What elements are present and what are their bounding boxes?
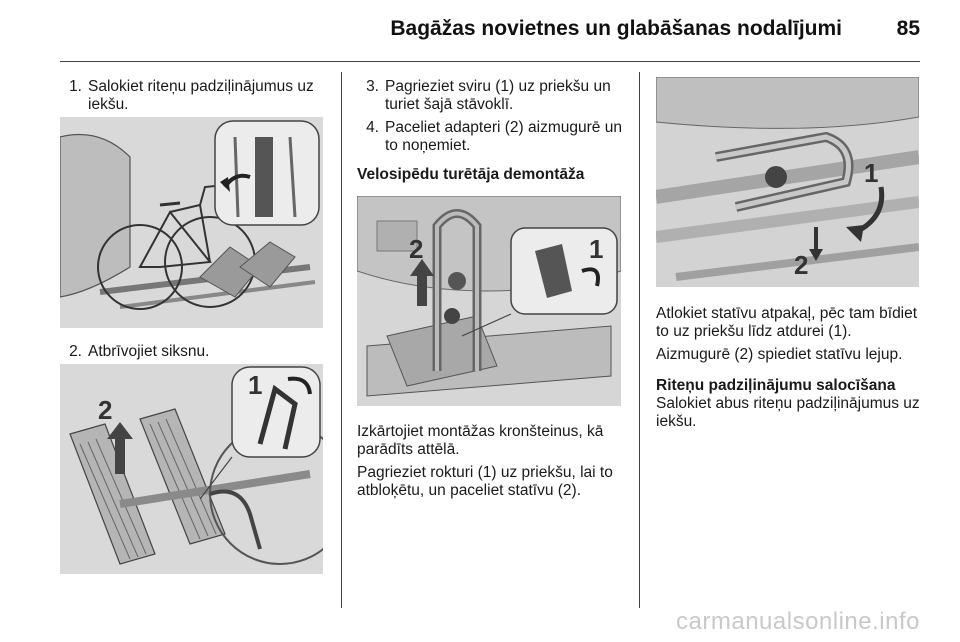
step-3 xyxy=(357,78,625,114)
step-text: Salokiet riteņu padziļinājumus uz iekšu. xyxy=(88,78,314,113)
step-number: 1. xyxy=(69,78,82,95)
step-text: Paceliet adapteri (2) aizmugurē un to noņemiet. xyxy=(385,119,622,154)
paragraph: Atlokiet statīvu atpakaļ, pēc tam bīdiet to uz priekšu līdz atdurei (1). xyxy=(656,305,918,340)
paragraph: Izkārtojiet montāžas kronšteinus, kā parādīts attēlā. xyxy=(357,423,604,458)
step-number: 4. xyxy=(366,119,379,136)
carrier-fold-illustration xyxy=(656,77,919,287)
step-4 xyxy=(357,119,625,155)
step-number: 2. xyxy=(69,343,82,360)
step-text: Atbrīvojiet siksnu. xyxy=(88,343,210,360)
callout-2: 2 xyxy=(794,250,809,280)
page-title: Bagāžas novietnes un glabāšanas nodalījumi xyxy=(390,17,842,40)
callout-1: 1 xyxy=(864,158,879,188)
step-2 xyxy=(60,343,328,361)
column-divider xyxy=(341,72,342,608)
section-heading: Riteņu padziļinājumu salocīšana xyxy=(656,377,896,394)
watermark: carmanualsonline.info xyxy=(676,608,920,635)
strap-release-illustration xyxy=(60,364,323,574)
bike-carrier-illustration xyxy=(60,117,323,328)
callout-2: 2 xyxy=(98,395,113,425)
header-rule xyxy=(60,61,920,62)
callout-1: 1 xyxy=(589,234,604,264)
column-divider xyxy=(639,72,640,608)
step-1 xyxy=(60,78,328,114)
step-number: 3. xyxy=(366,78,379,95)
paragraph: Salokiet abus riteņu padziļinājumus uz iekšu. xyxy=(656,395,920,430)
paragraph: Aizmugurē (2) spiediet statīvu lejup. xyxy=(656,346,903,363)
callout-2: 2 xyxy=(409,234,424,264)
paragraph: Pagrieziet rokturi (1) uz priekšu, lai to atbloķētu, un paceliet statīvu (2). xyxy=(357,464,613,499)
section-heading: Velosipēdu turētāja demontāža xyxy=(357,166,585,183)
callout-1: 1 xyxy=(248,370,263,400)
step-text: Pagrieziet sviru (1) uz priekšu un turiet šajā stāvoklī. xyxy=(385,78,611,113)
page-number: 85 xyxy=(896,17,920,40)
carrier-removal-illustration xyxy=(357,196,621,406)
